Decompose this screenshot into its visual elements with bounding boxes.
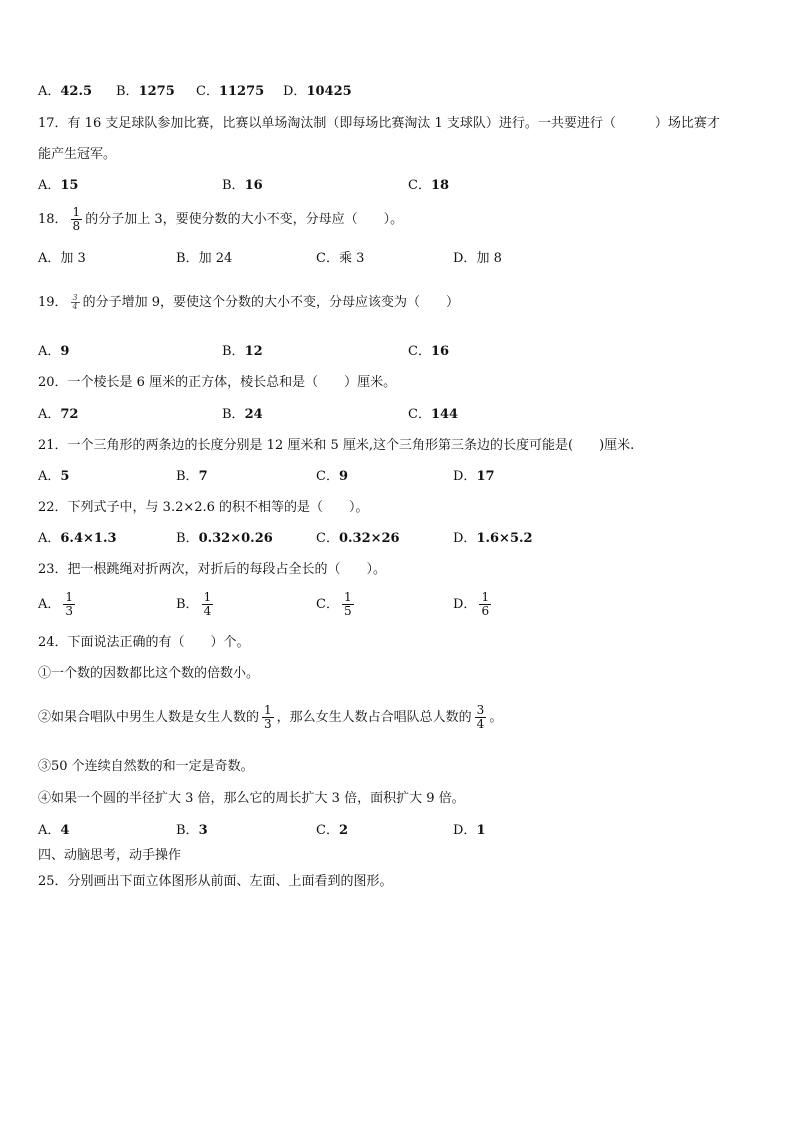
q17-option-c: C．18	[408, 178, 450, 193]
q23-option-b-fraction: $\frac{1}{4}$	[203, 590, 212, 618]
q16-option-d: D．10425	[283, 84, 352, 99]
q22-stem: 22．下列式子中，与 3.2×2.6 的积不相等的是（ ）。	[38, 500, 369, 515]
q18-option-b: B．加 24	[176, 251, 233, 266]
q21-option-b: B．7	[176, 469, 208, 484]
q17-stem-line1: 17．有 16 支足球队参加比赛，比赛以单场淘汰制（即每场比赛淘汰 1 支球队）进行。一共要进行（ ）场比赛才	[38, 116, 720, 131]
q24-option-a: A．4	[38, 823, 70, 838]
q19-text: 的分子增加 9，要使这个分数的大小不变，分母应该变为（ ）	[82, 295, 460, 310]
q19-option-b: B．12	[222, 344, 263, 359]
q25-stem: 25．分别画出下面立体图形从前面、左面、上面看到的图形。	[38, 874, 393, 889]
q17-option-a: A．15	[38, 178, 79, 193]
q22-option-a: A．6.4×1.3	[38, 531, 117, 546]
q24-statement-3: ③50 个连续自然数的和一定是奇数。	[38, 759, 254, 774]
q24-option-d: D．1	[453, 823, 486, 838]
q21-stem: 21．一个三角形的两条边的长度分别是 12 厘米和 5 厘米,这个三角形第三条边的长度可能是( )厘米.	[38, 438, 635, 453]
q22-option-d: D．1.6×5.2	[453, 531, 533, 546]
q19-option-a: A．9	[38, 344, 70, 359]
q23-option-b: B． $\frac{1}{4}$	[176, 590, 212, 618]
q22-option-b: B．0.32×0.26	[176, 531, 273, 546]
q17-option-b: B．16	[222, 178, 263, 193]
q23-option-a: A． $\frac{1}{3}$	[38, 590, 74, 618]
q18-fraction: $\frac{1}{8}$	[72, 205, 81, 233]
q16-option-c: C．11275	[196, 84, 265, 99]
q16-option-b: B．1275	[116, 84, 175, 99]
q24-statement-1: ①一个数的因数都比这个数的倍数小。	[38, 666, 260, 681]
q24-statement-2-fraction-1: $\frac{1}{3}$	[264, 703, 272, 731]
q23-option-d: D． $\frac{1}{6}$	[453, 590, 490, 618]
q22-option-c: C．0.32×26	[316, 531, 400, 546]
q18-number: 18．	[38, 212, 68, 227]
q18-option-a: A．加 3	[38, 251, 86, 266]
q24-option-c: C．2	[316, 823, 348, 838]
q23-option-d-fraction: $\frac{1}{6}$	[481, 590, 490, 618]
q17-stem-line2: 能产生冠军。	[38, 147, 117, 162]
q24-statement-4: ④如果一个圆的半径扩大 3 倍，那么它的周长扩大 3 倍，面积扩大 9 倍。	[38, 791, 465, 806]
q20-stem: 20．一个棱长是 6 厘米的正方体，棱长总和是（ ）厘米。	[38, 375, 397, 390]
q21-option-a: A．5	[38, 469, 70, 484]
q23-stem: 23．把一根跳绳对折两次，对折后的每段占全长的（ ）。	[38, 562, 387, 577]
q23-option-a-fraction: $\frac{1}{3}$	[65, 590, 74, 618]
q21-option-d: D．17	[453, 469, 495, 484]
q20-option-b: B．24	[222, 407, 263, 422]
q23-option-c: C． $\frac{1}{5}$	[316, 590, 352, 618]
q18-stem	[38, 205, 403, 235]
q18-option-c: C．乘 3	[316, 251, 365, 266]
section-4-heading: 四、动脑思考，动手操作	[38, 848, 182, 863]
q19-option-c: C．16	[408, 344, 450, 359]
q24-statement-2: ②如果合唱队中男生人数是女生人数的 $\frac{1}{3}$ ，那么女生人数占合唱队总人数的 $\frac{3}{4}$ 。	[38, 703, 503, 731]
q21-option-c: C．9	[316, 469, 348, 484]
q18-option-d: D．加 8	[453, 251, 502, 266]
q20-option-a: A．72	[38, 407, 79, 422]
q24-option-b: B．3	[176, 823, 208, 838]
q24-stem: 24．下面说法正确的有（ ）个。	[38, 635, 250, 650]
q19-fraction: $\frac{3}{4}$	[72, 293, 78, 311]
q19-stem	[38, 290, 459, 316]
q19-number: 19．	[38, 295, 68, 310]
q23-option-c-fraction: $\frac{1}{5}$	[343, 590, 352, 618]
q20-option-c: C．144	[408, 407, 459, 422]
q24-statement-2-fraction-2: $\frac{3}{4}$	[476, 703, 485, 731]
q16-option-a: A．42.5	[38, 84, 93, 99]
q18-text: 的分子加上 3，要使分数的大小不变，分母应（ ）。	[85, 212, 404, 227]
